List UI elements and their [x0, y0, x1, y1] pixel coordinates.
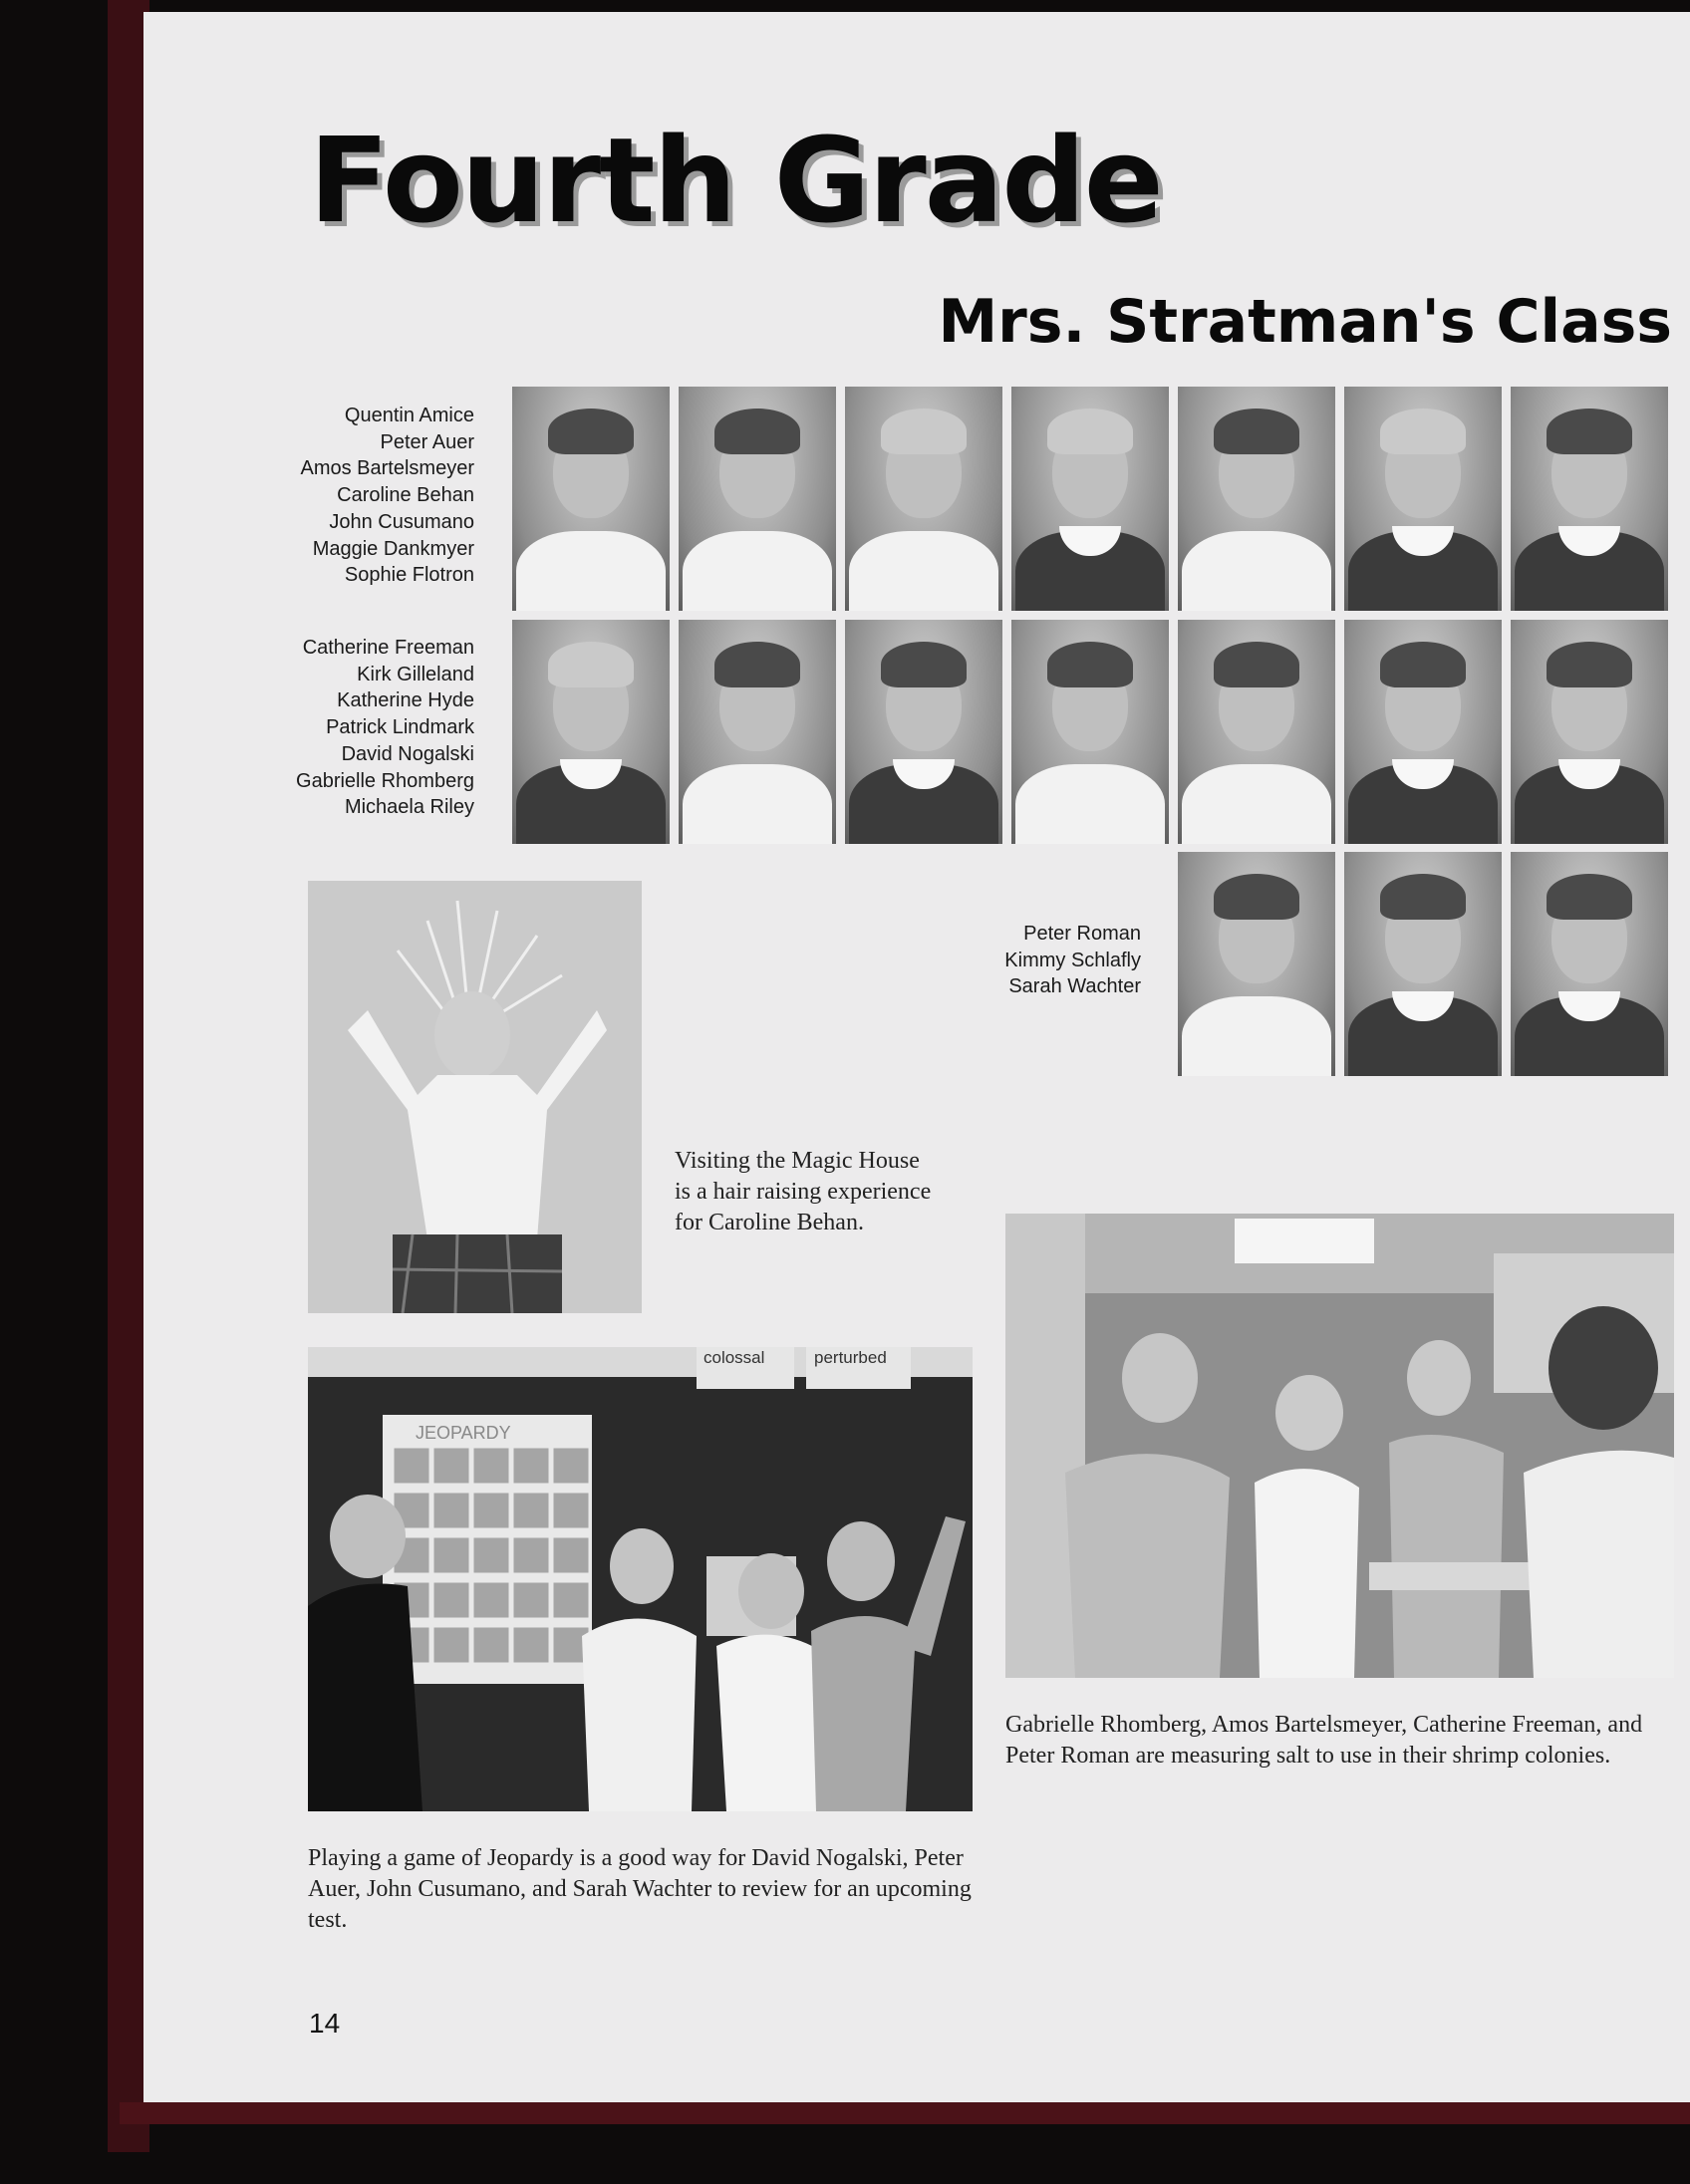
student-portrait	[512, 387, 670, 611]
card-colossal: colossal	[704, 1348, 765, 1367]
student-portrait	[1511, 387, 1668, 611]
magic-house-caption: Visiting the Magic House is a hair raising experience for Caroline Behan.	[675, 1148, 932, 1235]
card-perturbed: perturbed	[814, 1348, 887, 1367]
student-name: Amos Bartelsmeyer	[300, 457, 474, 480]
student-name: Patrick Lindmark	[326, 716, 474, 739]
page-title: Fourth Grade	[309, 112, 1162, 249]
student-name: Catherine Freeman	[302, 637, 474, 659]
student-portrait	[1178, 852, 1335, 1076]
student-name: Kimmy Schlafly	[1004, 949, 1141, 971]
jeopardy-photo	[308, 1347, 973, 1811]
student-name: Sarah Wachter	[1008, 975, 1141, 998]
student-name: Katherine Hyde	[337, 689, 474, 712]
student-portrait	[1011, 387, 1169, 611]
magic-house-photo	[308, 881, 642, 1313]
student-portrait	[1011, 620, 1169, 844]
jeopardy-caption: Playing a game of Jeopardy is a good way for David Nogalski, Peter Auer, John Cusumano, and Sarah Wachter to review for an upcoming test.	[308, 1845, 972, 1933]
student-portrait	[1511, 852, 1668, 1076]
student-portrait	[1511, 620, 1668, 844]
student-portrait	[679, 620, 836, 844]
student-name: Peter Auer	[380, 430, 474, 453]
student-name: Caroline Behan	[337, 484, 474, 507]
student-portrait	[1178, 620, 1335, 844]
student-name: Michaela Riley	[344, 796, 474, 819]
student-portrait	[845, 387, 1002, 611]
student-portrait	[1344, 620, 1502, 844]
roster-row-3-names	[812, 921, 1141, 1000]
student-portrait	[1344, 852, 1502, 1076]
class-title: Mrs. Stratman's Class	[938, 287, 1672, 357]
student-name: Sophie Flotron	[344, 564, 474, 587]
student-name: Kirk Gilleland	[357, 663, 474, 685]
student-portrait	[1178, 387, 1335, 611]
shrimp-caption: Gabrielle Rhomberg, Amos Bartelsmeyer, Catherine Freeman, and Peter Roman are measuring salt to use in their shrimp colonies.	[1005, 1712, 1643, 1769]
student-name: David Nogalski	[341, 742, 474, 765]
page-number: 14	[309, 2008, 341, 2039]
student-name: Gabrielle Rhomberg	[296, 769, 474, 792]
roster-row-1-names	[145, 403, 474, 589]
student-portrait	[845, 620, 1002, 844]
student-name: Maggie Dankmyer	[312, 537, 474, 560]
book-binding-bottom	[120, 2102, 1690, 2124]
student-portrait	[1344, 387, 1502, 611]
student-name: Quentin Amice	[344, 405, 474, 426]
student-name: Peter Roman	[1023, 923, 1141, 945]
student-portrait	[512, 620, 670, 844]
jeopardy-board-title: JEOPARDY	[416, 1423, 511, 1443]
student-name: John Cusumano	[329, 510, 474, 533]
student-portrait	[679, 387, 836, 611]
roster-row-2-names	[145, 635, 474, 821]
shrimp-photo	[1005, 1214, 1674, 1678]
